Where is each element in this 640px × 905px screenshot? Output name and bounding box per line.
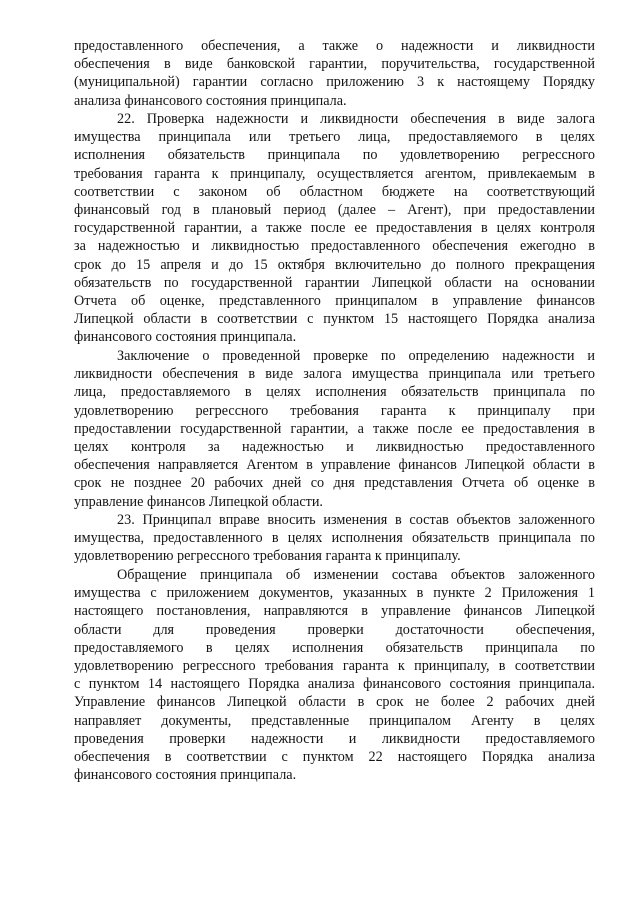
text-line: имущества принципала или третьего лица, предоставляемого в целях xyxy=(74,129,595,146)
text-line: проведения проверки надежности и ликвидности предоставляемого xyxy=(74,730,595,747)
text-line: направляет документы, представленные принципалом Агенту в целях xyxy=(74,712,595,729)
text-line: финансового состояния принципала. xyxy=(74,767,297,784)
text-line: области для проведения проверки достаточности обеспечения, xyxy=(74,621,595,638)
text-line: предоставляемого в целях исполнения обязательств принципала по xyxy=(74,639,595,656)
text-line: предоставлении государственной гарантии, а также после ее предоставления в xyxy=(74,420,595,437)
text-line: 23. Принципал вправе вносить изменения в состав объектов заложенного xyxy=(117,512,595,528)
text-line: 22. Проверка надежности и ликвидности обеспечения в виде залога xyxy=(117,111,595,127)
text-line: соответствии с законом об областном бюджете на соответствующий xyxy=(74,183,595,200)
text-line: удовлетворению регрессного требования гаранта к принципалу при xyxy=(74,402,595,419)
text-line: удовлетворению регрессного требования гаранта к принципалу, в соответствии xyxy=(74,657,595,674)
text-line: финансового состояния принципала. xyxy=(74,329,297,346)
text-line: имущества с приложением документов, указанных в пункте 2 Приложения 1 xyxy=(74,585,595,602)
text-line: срок до 15 апреля и до 15 октября включительно до полного прекращения xyxy=(74,256,595,273)
paragraph-23 xyxy=(74,511,595,566)
text-line: финансовый год в плановый период (далее – Агент), при предоставлении xyxy=(74,201,595,218)
text-line: срок не позднее 20 рабочих дней со дня представления Отчета об оценке в xyxy=(74,475,595,492)
text-line: (муниципальной) гарантии согласно приложению 3 к настоящему Порядку xyxy=(74,74,595,91)
paragraph-22 xyxy=(74,110,595,346)
text-line: настоящего постановления, направляются в управление финансов Липецкой xyxy=(74,603,595,620)
text-line: Управление финансов Липецкой области в срок не более 2 рабочих дней xyxy=(74,694,595,711)
text-line: Липецкой области в соответствии с пунктом 15 настоящего Порядка анализа xyxy=(74,311,595,328)
text-line: обеспечения направляется Агентом в управление финансов Липецкой области в xyxy=(74,457,595,474)
text-line: Отчета об оценке, представленного принципалом в управление финансов xyxy=(74,292,595,309)
text-line: Обращение принципала об изменении состава объектов заложенного xyxy=(117,567,595,583)
text-line: обязательств по государственной гарантии Липецкой области на основании xyxy=(74,274,595,291)
text-line: государственной гарантии, а также после ее предоставления в целях контроля xyxy=(74,220,595,237)
text-line: Заключение о проведенной проверке по определению надежности и xyxy=(117,348,595,364)
text-line: исполнения обязательств принципала по удовлетворению регрессного xyxy=(74,147,595,164)
paragraph-conclusion xyxy=(74,347,595,511)
text-line: обеспечения в соответствии с пунктом 22 настоящего Порядка анализа xyxy=(74,748,595,765)
text-line: с пунктом 14 настоящего Порядка анализа финансового состояния принципала. xyxy=(74,676,595,693)
text-line: анализа финансового состояния принципала. xyxy=(74,92,347,109)
text-line: имущества, предоставленного в целях исполнения обязательств принципала по xyxy=(74,530,595,547)
paragraph-continuation xyxy=(74,37,595,110)
text-line: ликвидности обеспечения в виде залога имущества принципала или третьего xyxy=(74,366,595,383)
text-line: требования гаранта к принципалу, осуществляется агентом, привлекаемым в xyxy=(74,165,595,182)
text-line: обеспечения в виде банковской гарантии, поручительства, государственной xyxy=(74,56,595,73)
text-line: за надежностью и ликвидностью предоставленного обеспечения ежегодно в xyxy=(74,238,595,255)
paragraph-request xyxy=(74,566,595,784)
text-line: предоставленного обеспечения, а также о надежности и ликвидности xyxy=(74,38,595,54)
text-line: лица, предоставляемого в целях исполнения обязательств принципала по xyxy=(74,384,595,401)
text-line: удовлетворению регрессного требования гаранта к принципалу. xyxy=(74,548,461,565)
text-line: целях контроля за надежностью и ликвидностью предоставленного xyxy=(74,438,595,455)
text-line: управление финансов Липецкой области. xyxy=(74,493,323,510)
